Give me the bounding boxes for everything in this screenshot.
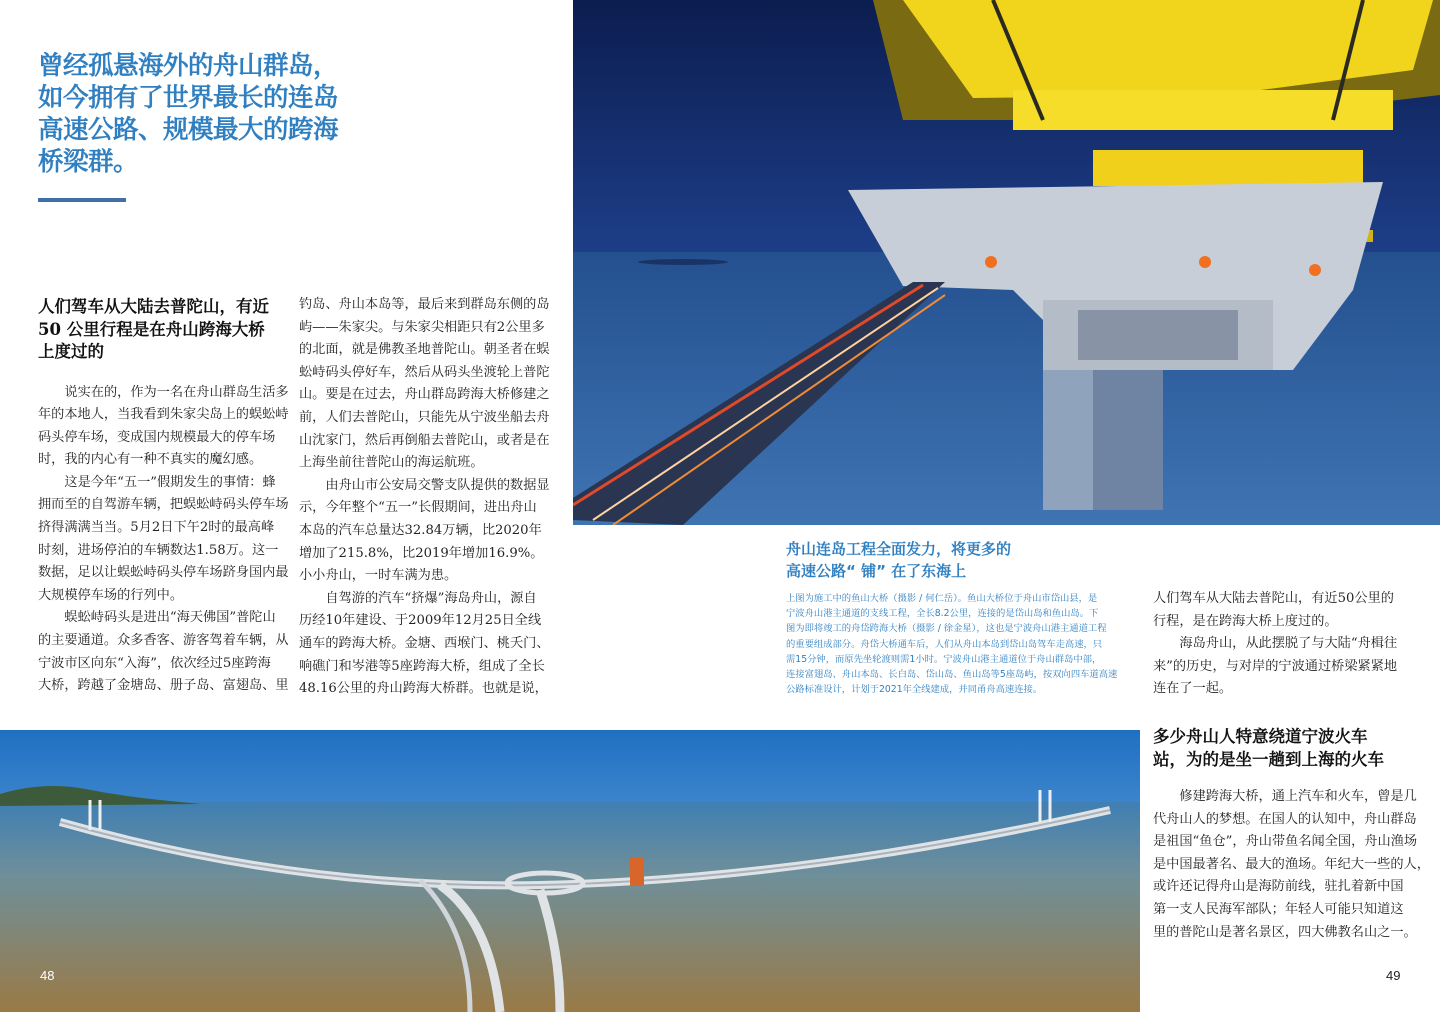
paragraph: 这是今年“五一”假期发生的事情：蜂 拥而至的自驾游车辆，把蜈蚣峙码头停车场 挤得满满当当。5月2日下午2时的最高峰 时刻，进场停泊的车辆数达1.58万。这一 数据，足以让蜈蚣峙码头停车场跻身国内最 大规模停车场的行列中。 bbox=[38, 474, 289, 603]
article-column-4 bbox=[1153, 726, 1430, 944]
article-column-2 bbox=[299, 294, 549, 701]
headline-line: 高速公路、规模最大的跨海 bbox=[38, 115, 339, 145]
bridge-construction-photo bbox=[573, 0, 1440, 525]
headline-line: 如今拥有了世界最长的连岛 bbox=[38, 83, 339, 113]
paragraph: 修建跨海大桥，通上汽车和火车，曾是几 代舟山人的梦想。在国人的认知中，舟山群岛 是祖国“鱼仓”，舟山带鱼名闻全国，舟山渔场 是中国最著名、最大的渔场。年纪大一些的人， 或许还记得舟山是海防前线，驻扎着新中国 第一支人民海军部队；年轻人可能只知道这 里的普陀山是著名景区，四大佛教名山之一。 bbox=[1153, 789, 1430, 940]
section-heading: 多少舟山人特意绕道宁波火车 站，为的是坐一趟到上海的火车 bbox=[1153, 727, 1384, 769]
paragraph: 蜈蚣峙码头是进出“海天佛国”普陀山 的主要通道。众多香客、游客驾着车辆，从 宁波市区向东“入海”，依次经过5座跨海 大桥，跨越了金塘岛、册子岛、富翅岛、里 bbox=[38, 610, 289, 694]
paragraph: 说实在的，作为一名在舟山群岛生活多 年的本地人，当我看到朱家尖岛上的蜈蚣峙 码头停车场，变成国内规模最大的停车场 时，我的内心有一种不真实的魔幻感。 bbox=[38, 384, 289, 468]
paragraph: 人们驾车从大陆去普陀山，有近50公里的 行程，是在跨海大桥上度过的。 bbox=[1153, 591, 1394, 629]
headline bbox=[38, 50, 338, 178]
paragraph: 由舟山市公安局交警支队提供的数据显 示，今年整个“五一”长假期间，进出舟山 本岛的汽车总量达32.84万辆，比2020年 增加了215.8%，比2019年增加16.9%。 小小舟山，一时车满为患。 bbox=[299, 477, 550, 584]
section-heading: 人们驾车从大陆去普陀山，有近 50 公里行程是在舟山跨海大桥 上度过的 bbox=[38, 297, 269, 361]
paragraph: 钓岛、舟山本岛等，最后来到群岛东侧的岛 屿——朱家尖。与朱家尖相距只有2公里多 的北面，就是佛教圣地普陀山。朝圣者在蜈 蚣峙码头停好车，然后从码头坐渡轮上普陀 山。要是在过去，舟山群岛跨海大桥修建之 前，人们去普陀山，只能先从宁波坐船去舟 山沈家门，然后再倒船去普陀山，或者是在 上海坐前往普陀山的海运航班。 bbox=[299, 297, 550, 471]
article-column-1 bbox=[38, 296, 288, 698]
headline-line: 桥梁群。 bbox=[38, 147, 139, 177]
article-column-3 bbox=[1153, 588, 1401, 701]
caption-title: 舟山连岛工程全面发力，将更多的 高速公路“ 铺” 在了东海上 bbox=[786, 540, 1012, 580]
paragraph: 自驾游的汽车“挤爆”海岛舟山，源自 历经10年建设、于2009年12月25日全线 通车的跨海大桥。金塘、西堠门、桃夭门、 响礁门和岑港等5座跨海大桥，组成了全长 48.16公里的舟山跨海大桥群。也就是说， bbox=[299, 590, 550, 697]
headline-line: 曾经孤悬海外的舟山群岛， bbox=[38, 51, 339, 81]
caption-text: 上图为施工中的鱼山大桥（摄影 / 何仁岳）。鱼山大桥位于舟山市岱山县，是 宁波舟山港主通道的支线工程，全长8.2公里，连接的是岱山岛和鱼山岛。下 图为即将竣工的舟岱跨海大桥（摄影 / 徐金星），这也是宁波舟山港主通道工程 的重要组成部分。舟岱大桥通车后，人们从舟山本岛到岱山岛驾车走高速，只 需15分钟，而原先坐轮渡则需1小时。宁波舟山港主通道位于舟山群岛中部， 连接富翅岛、舟山本岛、长白岛、岱山岛、鱼山岛等5座岛屿，按双向四车道高速 公路标准设计，计划于2021年全线建成，并同甬舟高速连接。 bbox=[786, 593, 1118, 696]
sea-bridge-aerial-photo bbox=[0, 730, 1140, 1012]
headline-underline bbox=[38, 198, 126, 202]
paragraph: 海岛舟山，从此摆脱了与大陆“舟楫往 来”的历史，与对岸的宁波通过桥梁紧紧地 连在了一起。 bbox=[1153, 636, 1398, 697]
page-number-right: 49 bbox=[1386, 968, 1401, 983]
page-number-left: 48 bbox=[40, 968, 55, 983]
